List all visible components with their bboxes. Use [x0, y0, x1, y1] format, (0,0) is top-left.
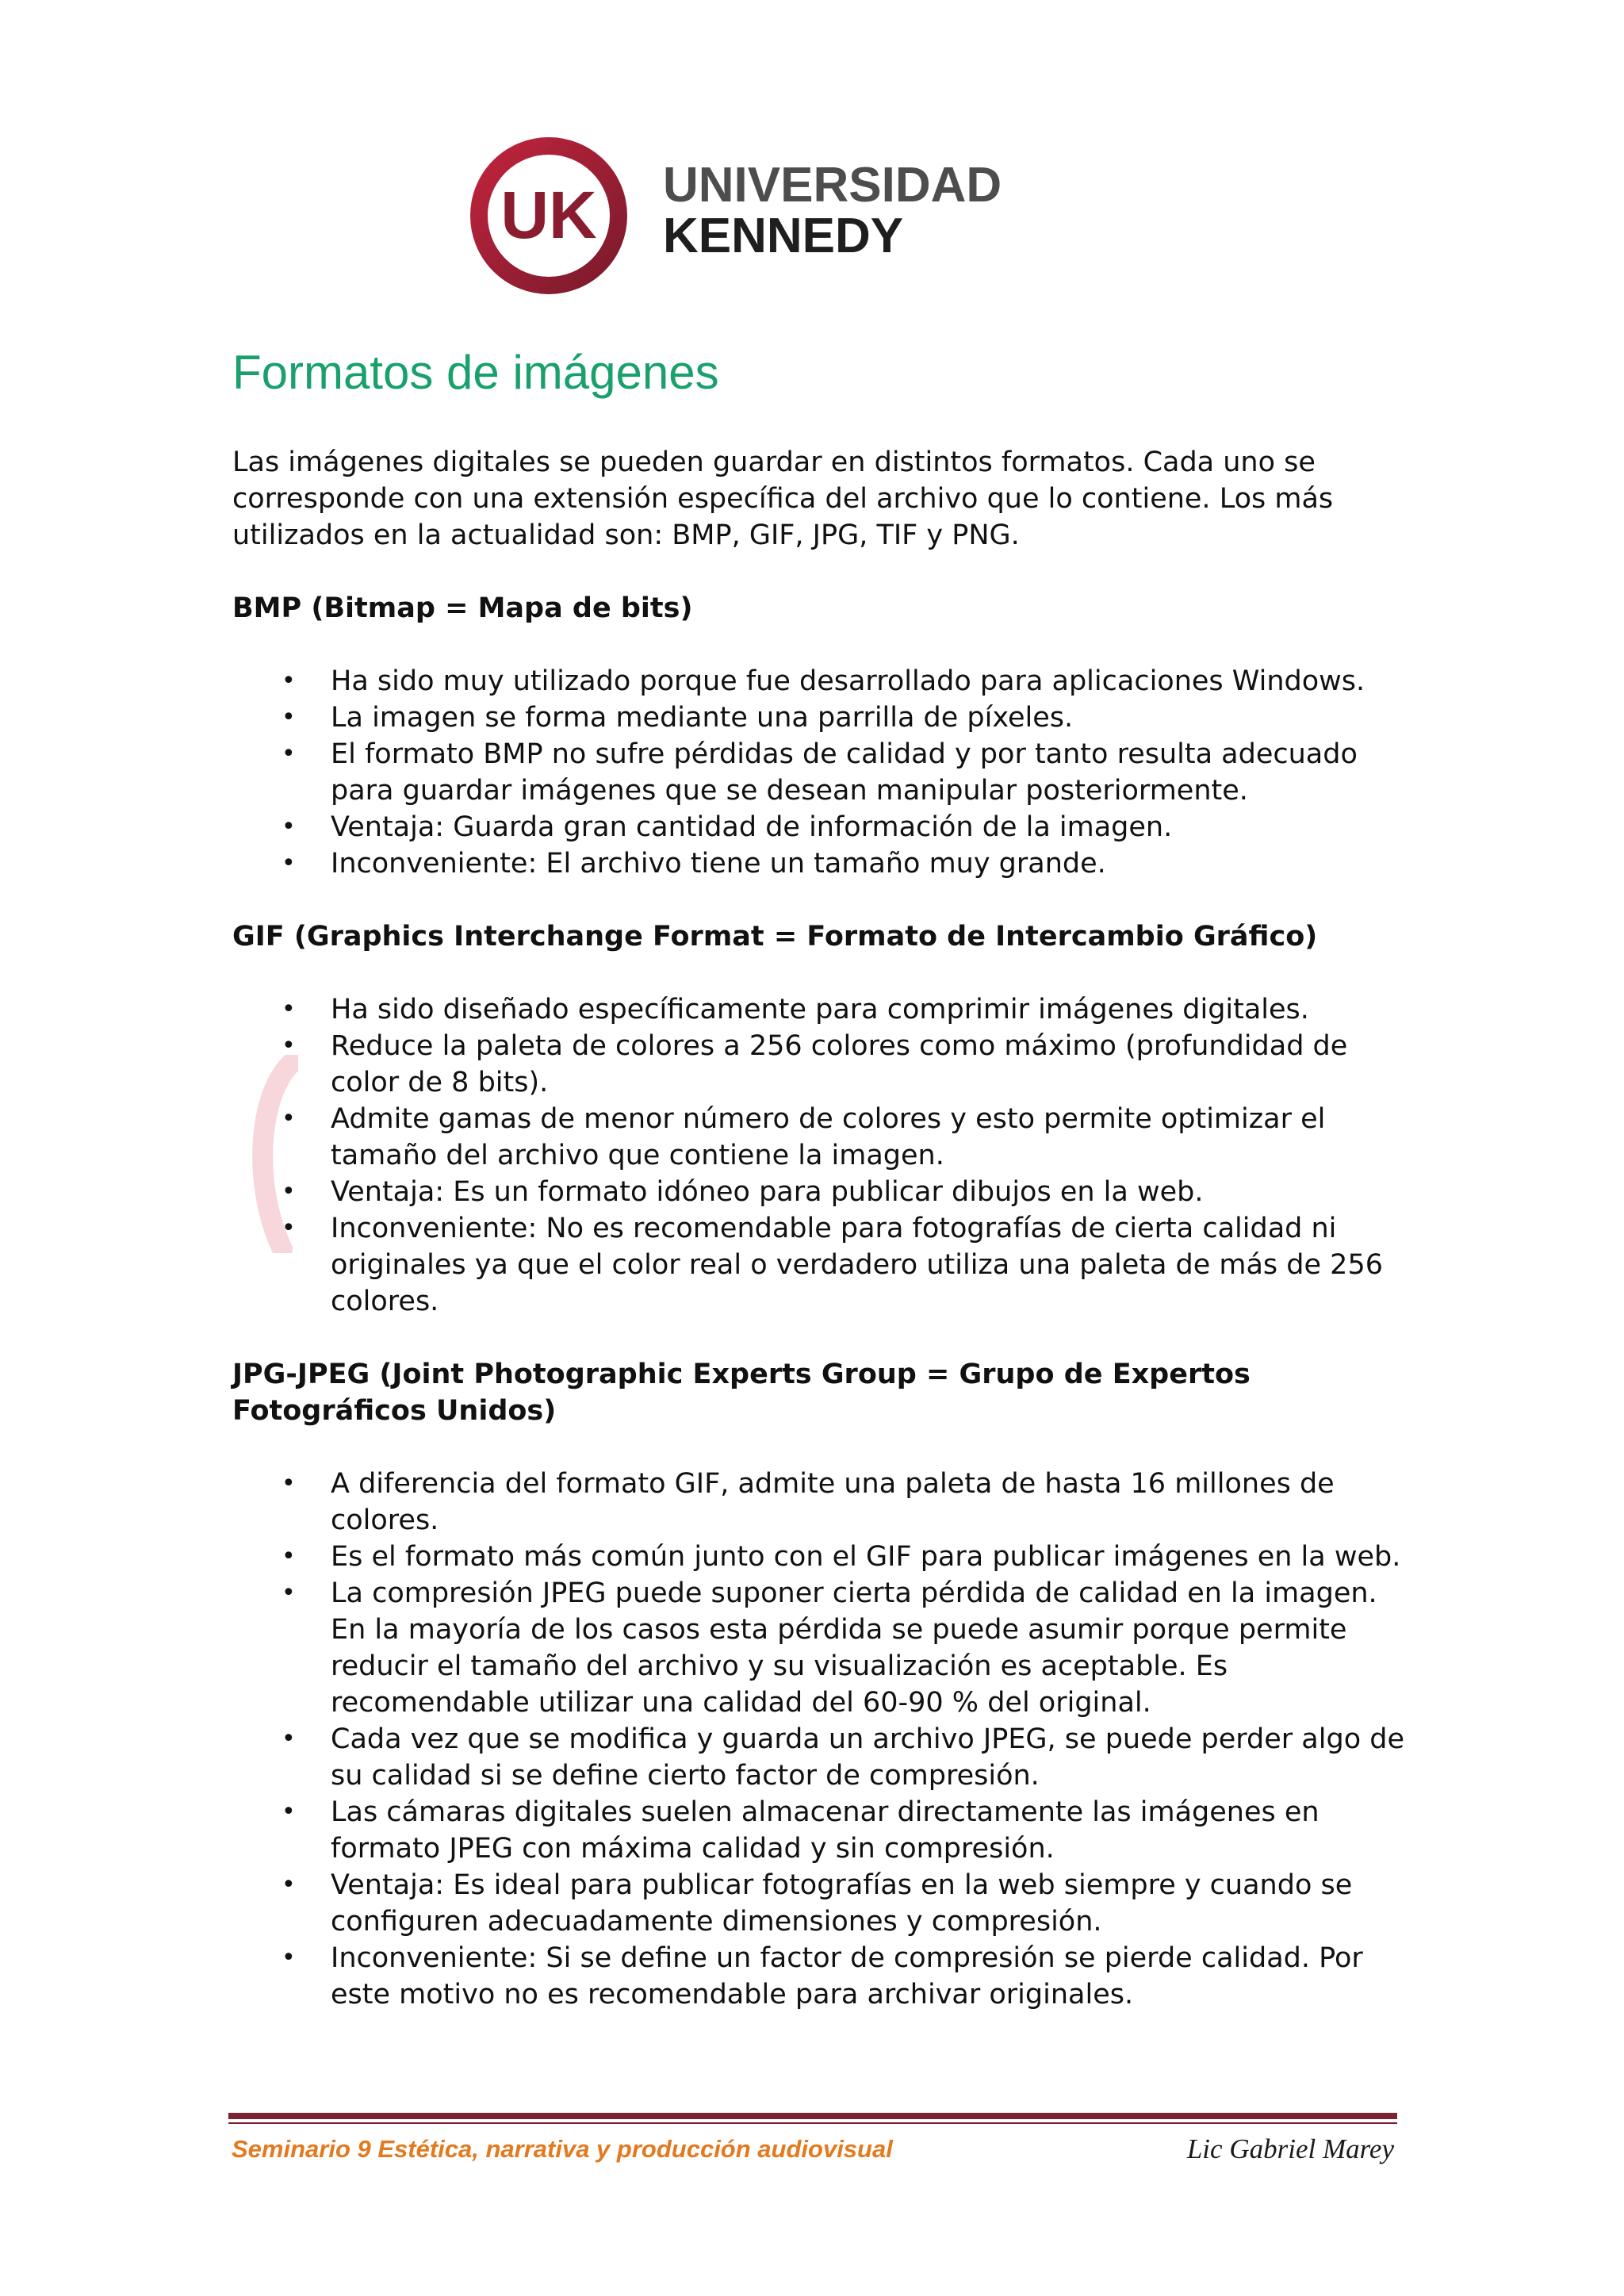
document-body: [232, 341, 1404, 2013]
list-item: • A diferencia del formato GIF, admite una paleta de hasta 16 millones de colores.: [232, 1466, 1409, 1539]
intro-paragraph: Las imágenes digitales se pueden guardar en distintos formatos. Cada uno se corresponde con una extensión específica del archivo que lo contiene. Los más utilizados en la actualidad son: BMP, GIF, JPG, TIF y PNG.: [232, 447, 1334, 551]
list-item: • Inconveniente: No es recomendable para fotografías de cierta calidad ni originales ya que el color real o verdadero utiliza una paleta de más de 256 colores.: [232, 1210, 1409, 1320]
bullet-icon: •: [282, 1214, 296, 1242]
bullet-icon: •: [282, 1798, 296, 1826]
bullet-icon: •: [282, 849, 296, 877]
bullet-icon: •: [282, 1944, 296, 1972]
bullet-icon: •: [282, 1579, 296, 1607]
footer-divider-thin: [228, 2122, 1397, 2124]
footer-divider: [228, 2113, 1397, 2124]
bullet-icon: •: [282, 667, 296, 695]
logo-wordmark: [663, 160, 1002, 262]
bmp-list: [232, 663, 1398, 882]
bullet-icon: •: [282, 1543, 296, 1570]
list-item: • Admite gamas de menor número de colores y esto permite optimizar el tamaño del archivo que contiene la imagen.: [232, 1101, 1409, 1174]
bullet-icon: •: [282, 1470, 296, 1497]
list-item: • Ventaja: Es ideal para publicar fotografías en la web siempre y cuando se configuren adecuadamente dimensiones y compresión.: [232, 1867, 1409, 1940]
bullet-icon: •: [282, 740, 296, 768]
uk-ring-icon: [469, 136, 644, 295]
list-item: • Inconveniente: Si se define un factor de compresión se pierde calidad. Por este motivo no es recomendable para archivar originales.: [232, 1940, 1409, 2013]
logo-line-2: KENNEDY: [663, 209, 904, 263]
logo-initials: UK: [500, 178, 597, 252]
list-item: • Es el formato más común junto con el GIF para publicar imágenes en la web.: [232, 1539, 1409, 1575]
list-item: • El formato BMP no sufre pérdidas de calidad y por tanto resulta adecuado para guardar imágenes que se desean manipular posteriormente.: [232, 736, 1409, 809]
bullet-icon: •: [282, 1032, 296, 1060]
list-item: • Ha sido diseñado específicamente para comprimir imágenes digitales.: [232, 991, 1409, 1028]
university-logo: [469, 136, 1009, 295]
logo-line-1: UNIVERSIDAD: [663, 158, 1002, 213]
bullet-icon: •: [282, 995, 296, 1023]
footer-author: Lic Gabriel Marey: [1186, 2133, 1394, 2164]
bullet-icon: •: [282, 1871, 296, 1899]
page-title: Formatos de imágenes: [232, 346, 719, 399]
list-item: • Ventaja: Guarda gran cantidad de información de la imagen.: [232, 809, 1409, 845]
list-item: • Reduce la paleta de colores a 256 colores como máximo (profundidad de color de 8 bits).: [232, 1028, 1409, 1101]
list-item: • Cada vez que se modifica y guarda un archivo JPEG, se puede perder algo de su calidad si se define cierto factor de compresión.: [232, 1721, 1409, 1794]
list-item: • Ventaja: Es un formato idóneo para publicar dibujos en la web.: [232, 1174, 1409, 1210]
gif-list: [232, 991, 1398, 1320]
bullet-icon: •: [282, 1178, 296, 1205]
list-item: • Ha sido muy utilizado porque fue desarrollado para aplicaciones Windows.: [232, 663, 1409, 700]
jpg-list: [232, 1466, 1404, 2013]
list-item: • La compresión JPEG puede suponer cierta pérdida de calidad en la imagen. En la mayoría de los casos esta pérdida se puede asumir porque permite reducir el tamaño del archivo y su visualización es aceptable. Es recomendable utilizar una calidad del 60-90 % del original.: [232, 1575, 1409, 1721]
list-item: • Inconveniente: El archivo tiene un tamaño muy grande.: [232, 845, 1409, 882]
footer-divider-thick: [228, 2113, 1397, 2119]
section-heading-bmp: BMP (Bitmap = Mapa de bits): [232, 592, 693, 624]
list-item: • La imagen se forma mediante una parrilla de píxeles.: [232, 700, 1409, 736]
footer-course-title: Seminario 9 Estética, narrativa y producción audiovisual: [232, 2135, 893, 2163]
section-heading-jpg: JPG-JPEG (Joint Photographic Experts Group = Grupo de Expertos Fotográficos Unidos): [232, 1359, 1251, 1427]
bullet-icon: •: [282, 813, 296, 841]
list-item: • Las cámaras digitales suelen almacenar directamente las imágenes en formato JPEG con máxima calidad y sin compresión.: [232, 1794, 1409, 1867]
bullet-icon: •: [282, 1725, 296, 1753]
bullet-icon: •: [282, 703, 296, 731]
bullet-icon: •: [282, 1105, 296, 1133]
section-heading-gif: GIF (Graphics Interchange Format = Formato de Intercambio Gráfico): [232, 921, 1318, 953]
